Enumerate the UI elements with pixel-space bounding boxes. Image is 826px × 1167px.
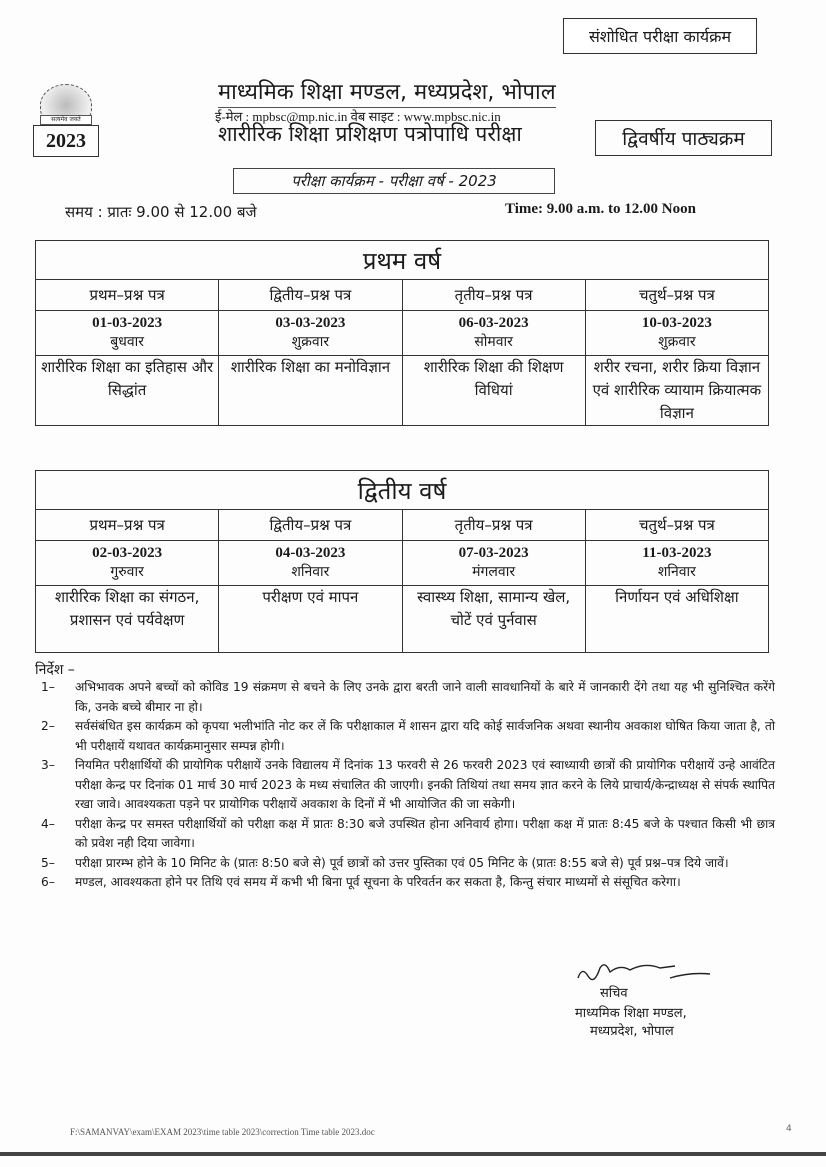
signatory-title: सचिव <box>600 986 628 1001</box>
paper-header: द्वितीय–प्रश्न पत्र <box>219 510 402 541</box>
exam-day: शनिवार <box>291 564 330 580</box>
paper-header: प्रथम–प्रश्न पत्र <box>36 510 219 541</box>
instructions-list <box>35 678 775 893</box>
instruction-text: मण्डल, आवश्यकता होने पर तिथि एवं समय में कभी भी बिना पूर्व सूचना के परिवर्तन कर सकता है, किन्तु संचार माध्यमों से संसूचित करेगा। <box>75 875 681 889</box>
instruction-item <box>35 756 775 815</box>
subject-cell: शारीरिक शिक्षा का इतिहास और सिद्धांत <box>36 356 219 426</box>
instruction-text: नियमित परीक्षार्थियों की प्रायोगिक परीक्षायें उनके विद्यालय में दिनांक 13 फरवरी से 26 फरवरी 2023 एवं स्वाध्यायी छात्रों की प्रायोगिक परीक्षायें उन्हे आवंटित परीक्षा केन्द्र पर दिनांक 01 मार्च 30 मार्च 2023 के मध्य संचालित की जाएगी। इनकी तिथियां तथा समय ज्ञात करने के लिये प्राचार्य/केन्द्राध्यक्ष से संपर्क स्थापित रखा जावे। आवश्यकता पड़ने पर प्रायोगिक परीक्षायें अवकाश के दिनों में भी आयोजित की जा सकेगी। <box>75 758 775 811</box>
instruction-number: 2– <box>41 719 55 733</box>
instructions-heading: निर्देश – <box>35 662 75 678</box>
exam-day: मंगलवार <box>472 564 516 580</box>
subject-cell: शारीरिक शिक्षा का संगठन, प्रशासन एवं पर्यवेक्षण <box>36 586 219 653</box>
course-type-badge: द्विवर्षीय पाठ्यक्रम <box>595 120 772 156</box>
instruction-text: सर्वसंबंधित इस कार्यक्रम को कृपया भलीभांति नोट कर लें कि परीक्षाकाल में शासन द्वारा यदि कोई सार्वजनिक अथवा स्थानीय अवकाश घोषित किया जाता है, तो भी परीक्षायें यथावत कार्यक्रमानुसार सम्पन्न होगी। <box>75 719 775 753</box>
file-path-footer: F:\SAMANVAY\exam\EXAM 2023\time table 2023\correction Time table 2023.doc <box>70 1127 375 1137</box>
scan-edge-divider <box>0 1152 826 1156</box>
exam-date: 02-03-2023 <box>92 545 163 561</box>
date-cell <box>585 311 768 356</box>
instruction-item <box>35 678 775 717</box>
year-badge: 2023 <box>33 125 99 157</box>
instruction-item <box>35 717 775 756</box>
exam-date: 01-03-2023 <box>92 315 163 331</box>
exam-day: शुक्रवार <box>658 334 696 350</box>
paper-header: चतुर्थ–प्रश्न पत्र <box>585 510 768 541</box>
instruction-item <box>35 873 775 893</box>
subject-cell: शारीरिक शिक्षा का मनोविज्ञान <box>219 356 402 426</box>
exam-day: बुधवार <box>110 334 144 350</box>
revised-schedule-label: संशोधित परीक्षा कार्यक्रम <box>563 18 757 54</box>
paper-header: चतुर्थ–प्रश्न पत्र <box>585 280 768 311</box>
exam-day: शनिवार <box>657 564 696 580</box>
paper-header: तृतीय–प्रश्न पत्र <box>402 280 585 311</box>
date-cell <box>219 541 402 586</box>
instruction-item <box>35 854 775 874</box>
time-english: Time: 9.00 a.m. to 12.00 Noon <box>505 201 696 217</box>
subject-cell: निर्णायन एवं अधिशिक्षा <box>585 586 768 653</box>
first-year-table <box>35 240 769 426</box>
subject-cell: शारीरिक शिक्षा की शिक्षण विधियां <box>402 356 585 426</box>
exam-date: 06-03-2023 <box>458 315 529 331</box>
instruction-number: 1– <box>41 680 55 694</box>
paper-header: प्रथम–प्रश्न पत्र <box>36 280 219 311</box>
paper-header: तृतीय–प्रश्न पत्र <box>402 510 585 541</box>
date-cell <box>402 311 585 356</box>
signatory-org-line1: माध्यमिक शिक्षा मण्डल, <box>575 1006 687 1021</box>
exam-date: 11-03-2023 <box>642 545 712 561</box>
year-heading: प्रथम वर्ष <box>36 241 769 280</box>
subject-cell: परीक्षण एवं मापन <box>219 586 402 653</box>
page-number: 4 <box>786 1124 792 1134</box>
date-cell <box>402 541 585 586</box>
exam-day: शुक्रवार <box>291 334 330 350</box>
paper-header: द्वितीय–प्रश्न पत्र <box>219 280 402 311</box>
exam-date: 04-03-2023 <box>275 545 346 561</box>
date-cell <box>36 541 219 586</box>
exam-date: 07-03-2023 <box>458 545 529 561</box>
exam-date: 10-03-2023 <box>641 315 712 331</box>
contact-info: ई-मेल : mpbsc@mp.nic.in वेब साइट : www.mpbsc.nic.in <box>215 109 501 124</box>
instruction-text: परीक्षा प्रारम्भ होने के 10 मिनिट के (प्रातः 8:50 बजे से) पूर्व छात्रों को उत्तर पुस्तिका एवं 05 मिनिट के (प्रातः 8:55 बजे से) पूर्व प्रश्न–पत्र दिये जावें। <box>75 855 729 870</box>
exam-day: सोमवार <box>474 334 513 350</box>
instruction-text: अभिभावक अपने बच्चों को कोविड 19 संक्रमण से बचने के लिए उनके द्वारा बरती जाने वाली सावधानियों के बारे में जानकारी देंगे तथा यह भी सुनिश्चित करेंगे कि, उनके बच्चे बीमार ना हो। <box>75 680 775 714</box>
schedule-title: परीक्षा कार्यक्रम - परीक्षा वर्ष - 2023 <box>233 168 555 194</box>
instruction-number: 6– <box>41 875 55 889</box>
date-cell <box>219 311 402 356</box>
signatory-org-line2: मध्यप्रदेश, भोपाल <box>590 1024 674 1039</box>
year-heading: द्वितीय वर्ष <box>36 471 769 510</box>
date-cell <box>585 541 768 586</box>
instruction-item <box>35 815 775 854</box>
time-hindi: समय : प्रातः 9.00 से 12.00 बजे <box>65 203 257 221</box>
signature-icon <box>560 958 720 986</box>
exam-day: गुरुवार <box>110 564 144 580</box>
organization-name: माध्यमिक शिक्षा मण्डल, मध्यप्रदेश, भोपाल <box>218 76 556 108</box>
exam-title: शारीरिक शिक्षा प्रशिक्षण पत्रोपाधि परीक्षा <box>218 122 522 146</box>
emblem-caption: सत्यमेव जयते <box>40 115 92 125</box>
instruction-number: 3– <box>41 758 55 772</box>
exam-date: 03-03-2023 <box>275 315 346 331</box>
instruction-text: परीक्षा केन्द्र पर समस्त परीक्षार्थियों को परीक्षा कक्ष में प्रातः 8:30 बजे उपस्थित होना अनिवार्य होगा। परीक्षा कक्ष में प्रातः 8:45 बजे के पश्चात किसी भी छात्र को प्रवेश नही दिया जावेगा। <box>75 816 775 850</box>
instruction-number: 4– <box>41 816 55 831</box>
second-year-table <box>35 470 769 653</box>
instruction-number: 5– <box>41 855 55 870</box>
date-cell <box>36 311 219 356</box>
subject-cell: स्वास्थ्य शिक्षा, सामान्य खेल, चोटें एवं पुर्नवास <box>402 586 585 653</box>
subject-cell: शरीर रचना, शरीर क्रिया विज्ञान एवं शारीरिक व्यायाम क्रियात्मक विज्ञान <box>585 356 768 426</box>
